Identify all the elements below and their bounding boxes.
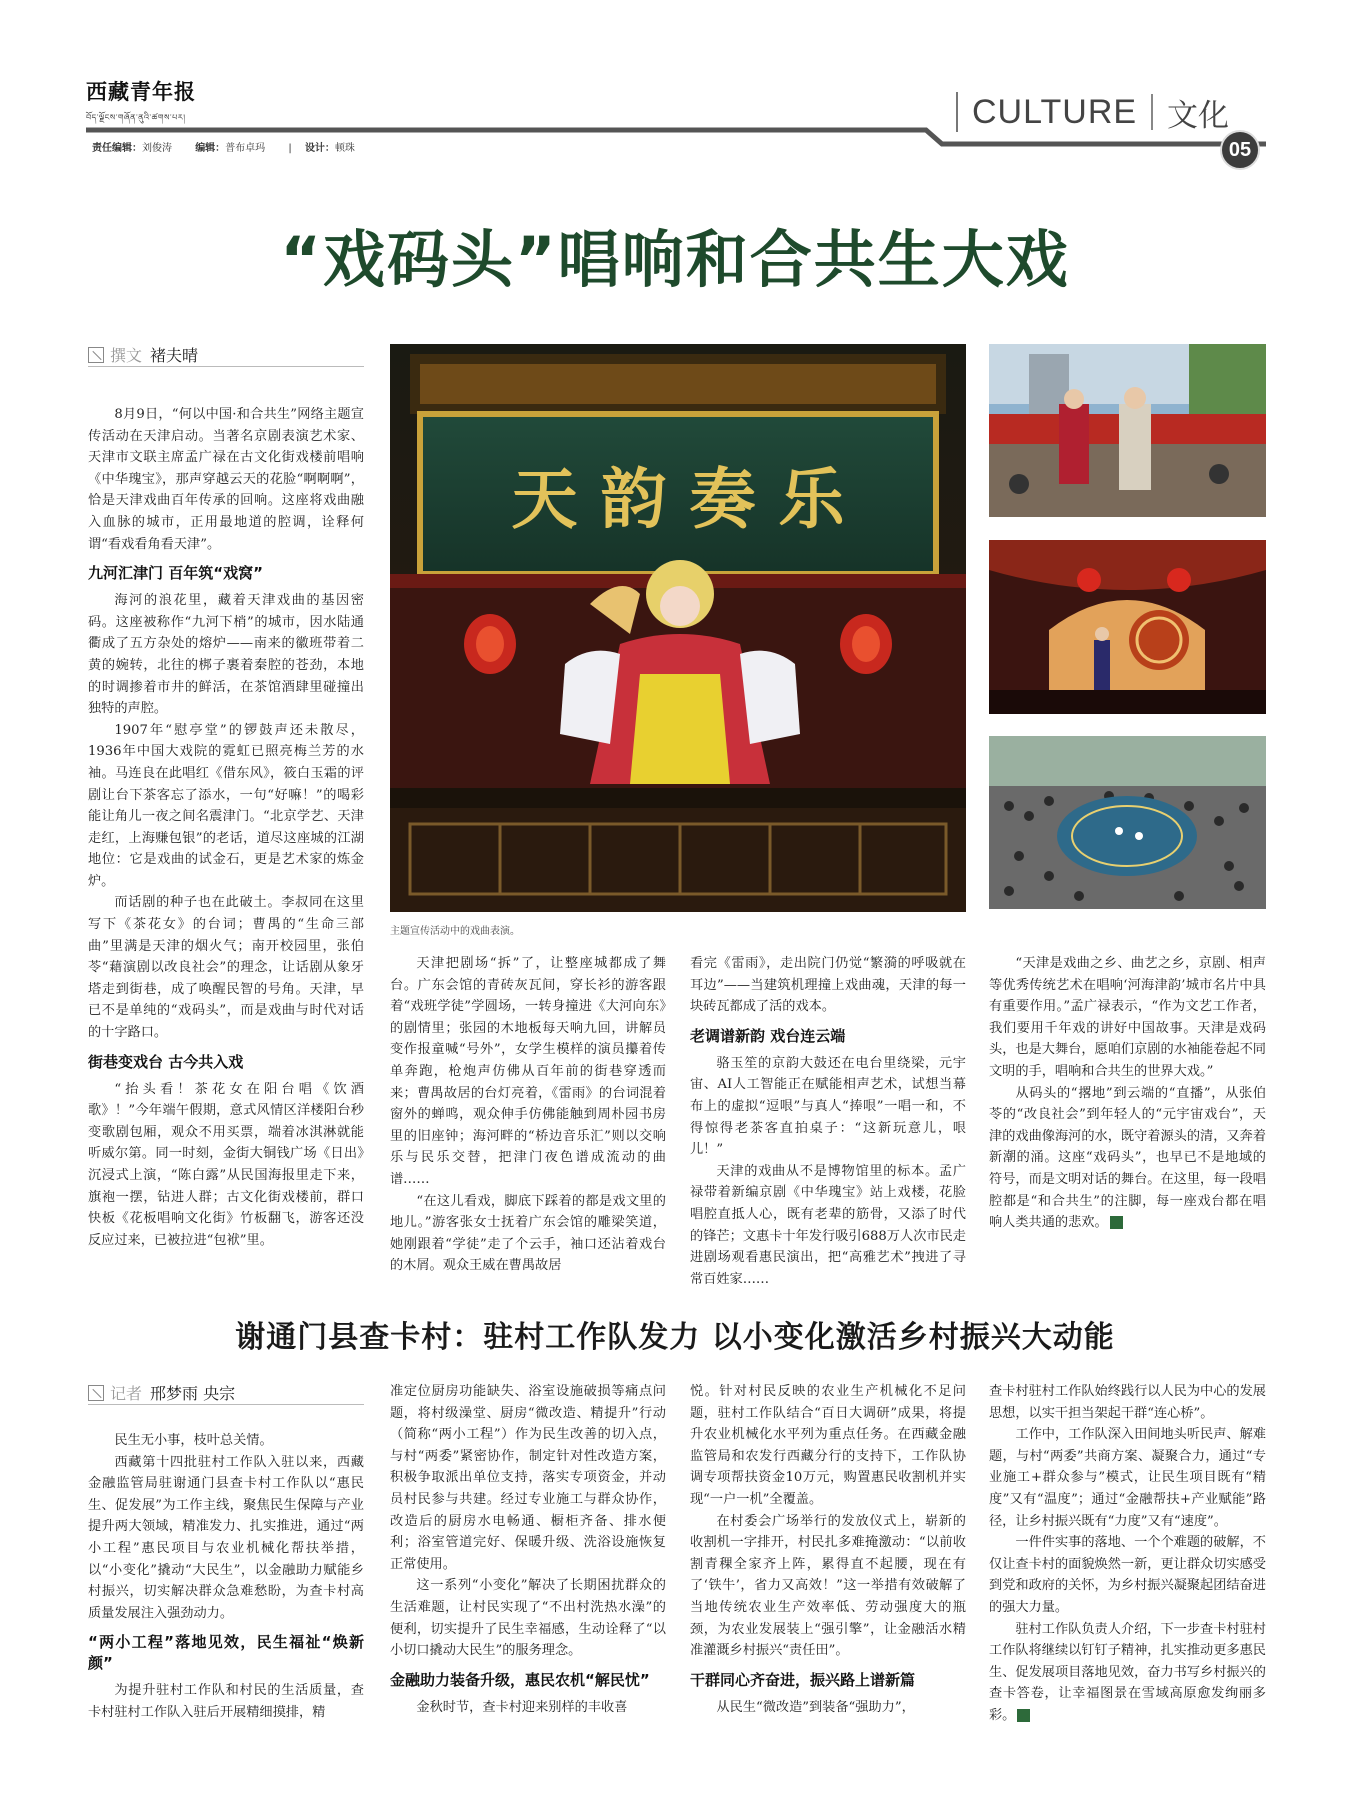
section-tag — [956, 92, 1229, 132]
article2-headline: 谢通门县查卡村：驻村工作队发力 以小变化激活乡村振兴大动能 — [235, 1320, 1115, 1355]
paragraph: 天津把剧场“拆”了，让整座城都成了舞台。广东会馆的青砖灰瓦间，穿长衫的游客跟着“戏班学徒”学圆场，一转身撞进《大河向东》的剧情里；张园的木地板每天响九回，讲解员变作报童喊“号外”，女学生模样的演员攥着传单奔跑，枪炮声仿佛从百年前的街巷穿透而来；曹禺故居的台灯亮着，《雷雨》的台词混着窗外的蝉鸣，观众伸手仿佛能触到周朴园书房里的旧座钟；海河畔的“桥边音乐汇”则以交响乐与民乐交替，把津门夜色谱成流动的曲谱…… — [390, 956, 666, 1187]
paragraph: “在这儿看戏，脚底下踩着的都是戏文里的地儿。”游客张女士抚着广东会馆的雕梁笑道，她刚跟着“学徒”走了个云手，袖口还沾着戏台的木屑。观众王威在曹禺故居 — [390, 1193, 666, 1274]
paragraph: 驻村工作队负责人介绍，下一步查卡村驻村工作队将继续以钉钉子精神，扎实推动更多惠民生、促发展项目落地见效，奋力书写乡村振兴的查卡答卷，让幸福图景在雪域高原愈发绚丽多彩。 青 — [989, 1621, 1266, 1723]
paragraph: 骆玉笙的京韵大鼓还在电台里绕梁，元宇宙、AI人工智能正在赋能相声艺术，试想当幕布上的虚拟“逗哏”与真人“捧哏”一唱一和，不得惊得老茶客直拍桌子：“这新玩意儿，哏儿！” — [690, 1055, 966, 1158]
editor-credits — [92, 139, 375, 154]
article2-column-3 — [690, 1381, 966, 1718]
pen-icon — [88, 1385, 104, 1401]
article1-headline: “戏码头”唱响和合共生大戏 — [280, 223, 1070, 296]
page-number-badge: 05 — [1220, 130, 1260, 170]
paragraph: 从码头的“撂地”到云端的“直播”，从张伯苓的“改良社会”到年轻人的“元宇宙戏台”，天津的戏曲像海河的水，既守着源头的清，又奔着新潮的涌。这座“戏码头”，也早已不是地域的符号，而是文明对话的舞台。在这里，每一段唱腔都是“和合共生”的注脚，每一座戏台都在唱响人类共通的悲欢。 青 — [989, 1085, 1266, 1231]
byline-name: 邢梦雨 央宗 — [150, 1384, 236, 1403]
subheading: 九河汇津门 百年筑“戏窝” — [88, 564, 263, 583]
stage-sign-text: 天 韵 奏 乐 — [511, 460, 845, 538]
photo-stage-performer — [989, 540, 1266, 714]
byline-label: 记者 — [110, 1384, 143, 1403]
main-photo-opera-stage — [390, 344, 966, 912]
article-end-mark-icon: 青 — [1110, 1216, 1123, 1229]
article2-column-2 — [390, 1381, 666, 1718]
paragraph: 而话剧的种子也在此破土。李叔同在这里写下《茶花女》的台词；曹禺的“生命三部曲”里满是天津的烟火气；南开校园里，张伯苓“藉演剧以改良社会”的理念，让话剧从象牙塔走到街巷，成了唤醒民智的号角。天津，早已不是单纯的“戏码头”，而是戏曲与时代对话的十字路口。 — [88, 895, 364, 1041]
paragraph: 海河的浪花里，藏着天津戏曲的基因密码。这座被称作“九河下梢”的城市，因水陆通衢成了五方杂处的熔炉——南来的徽班带着二黄的婉转，北往的梆子裹着秦腔的苍劲，本地的时调掺着市井的鲜活，在茶馆酒肆里碰撞出独特的声腔。 — [88, 593, 364, 717]
paragraph: “天津是戏曲之乡、曲艺之乡，京剧、相声等优秀传统艺术在唱响‘河海津韵’城市名片中具有重要作用。”孟广禄表示，“作为文艺工作者，我们要用千年戏的讲好中国故事。天津是戏码头，也是大舞台，愿咱们京剧的水袖能卷起不同文明的手，唱响和合共生的世界大戏。” — [989, 956, 1266, 1079]
paragraph: 这一系列“小变化”解决了长期困扰群众的生活难题，让村民实现了“不出村洗热水澡”的便利，切实提升了民生幸福感，生动诠释了“以小切口撬动大民生”的服务理念。 — [390, 1578, 666, 1659]
photo-bus-performers — [989, 344, 1266, 517]
pen-icon — [88, 347, 104, 363]
byline-name: 褚夫晴 — [150, 346, 199, 365]
byline-label: 撰文 — [110, 346, 143, 365]
subheading: 老调谱新韵 戏台连云端 — [690, 1026, 846, 1045]
article1-column-3 — [690, 953, 966, 1290]
paragraph: 天津的戏曲从不是博物馆里的标本。孟广禄带着新编京剧《中华瑰宝》站上戏楼，花脸唱腔直抵人心，既有老辈的筋骨，又添了时代的锋芒；文惠卡十年发行吸引688万人次市民走进剧场观看惠民演出，把“高雅艺术”拽进了寻常百姓家…… — [690, 1163, 966, 1287]
byline-divider — [88, 366, 364, 367]
opera-stage-illustration — [390, 344, 966, 912]
paragraph: “抬头看！茶花女在阳台唱《饮酒歌》！”今年端午假期，意式风情区洋楼阳台秒变歌剧包厢，观众不用买票，端着冰淇淋就能听威尔第。同一时刻，金街大铜钱广场《日出》沉浸式上演，“陈白露”从民国海报里走下来，旗袍一摆，钻进人群；古文化街戏楼前，群口快板《花板唱响文化街》竹板翻飞，游客还没反应过来，已被拉进“包袱”里。 — [88, 1081, 364, 1248]
paragraph: 西藏第十四批驻村工作队入驻以来，西藏金融监管局驻谢通门县查卡村工作队以“惠民生、促发展”为工作主线，聚焦民生保障与产业提升两大领域，精准发力、扎实推进，通过“两小工程”惠民项目与农业机械化帮扶举措，以“小变化”撬动“大民生”，以金融助力赋能乡村振兴，切实解决群众急难愁盼，为查卡村高质量发展注入强劲动力。 — [88, 1454, 364, 1621]
paragraph: 工作中，工作队深入田间地头听民声、解难题，与村“两委”共商方案、凝聚合力，通过“专业施工+群众参与”模式，让民生项目既有“精度”又有“温度”；通过“金融帮扶+产业赋能”路径，让乡村振兴既有“力度”又有“速度”。 — [989, 1427, 1266, 1529]
paragraph: 准定位厨房功能缺失、浴室设施破损等痛点问题，将村级澡堂、厨房“微改造、精提升”行动（简称“两小工程”）作为民生改善的切入点，与村“两委”紧密协作，制定针对性改造方案，积极争取派出单位支持，落实专项资金，并动员村民参与共建。经过专业施工与群众协作，改造后的厨房水电畅通、橱柜齐备、排水便利；浴室管道完好、保暖升级、洗浴设施恢复正常使用。 — [390, 1384, 666, 1572]
article1-column-2 — [390, 953, 666, 1277]
paragraph: 一件件实事的落地、一个个难题的破解，不仅让查卡村的面貌焕然一新，更让群众切实感受到党和政府的关怀，为乡村振兴凝聚起团结奋进的强大力量。 — [989, 1535, 1266, 1615]
paragraph: 金秋时节，查卡村迎来别样的丰收喜 — [416, 1699, 628, 1715]
paragraph: 看完《雷雨》，走出院门仍觉“繁漪的呼吸就在耳边”——当建筑机理撞上戏曲魂，天津的每一块砖瓦都成了活的戏本。 — [690, 956, 966, 1015]
editor-separator: | — [288, 143, 292, 154]
paragraph: 查卡村驻村工作队始终践行以人民为中心的发展思想，以实干担当架起干群“连心桥”。 — [989, 1384, 1266, 1421]
article2-column-1 — [88, 1430, 364, 1724]
article-end-mark-icon: 青 — [1017, 1709, 1030, 1722]
section-name-en: CULTURE — [972, 92, 1138, 131]
masthead-subtitle: བོད་ལྗོངས་གཞོན་ནུའི་ཚགས་པར། — [86, 113, 186, 122]
article2-byline — [88, 1381, 235, 1404]
paragraph: 为提升驻村工作队和村民的生活质量，查卡村驻村工作队入驻后开展精细摸排，精 — [88, 1683, 364, 1720]
paragraph: 1907年“慰亭堂”的锣鼓声还未散尽，1936年中国大戏院的霓虹已照亮梅兰芳的水袖。马连良在此唱红《借东风》，筱白玉霜的评剧让台下茶客忘了添水，一句“好嘛！”的喝彩能让角儿一夜之间名震津门。“北京学艺、天津走红，上海赚包银”的老话，道尽这座城的江湖地位：它是戏曲的试金石，更是艺术家的炼金炉。 — [88, 722, 364, 889]
byline-divider — [88, 1404, 364, 1405]
article1-column-4 — [989, 953, 1266, 1234]
paragraph: 民生无小事，枝叶总关情。 — [114, 1433, 273, 1448]
subheading: “两小工程”落地见效，民生福祉“焕新颜” — [88, 1633, 364, 1673]
paragraph: 从民生“微改造”到装备“强助力”， — [716, 1699, 915, 1715]
paragraph: 在村委会广场举行的发放仪式上，崭新的收割机一字排开，村民扎多难掩激动：“以前收割青稞全家齐上阵，累得直不起腰，现在有了‘铁牛’，省力又高效！”这一举措有效破解了当地传统农业生产效率低、劳动强度大的瓶颈，为农业发展装上“强引擎”，让金融活水精准灌溉乡村振兴“责任田”。 — [690, 1513, 966, 1659]
editor-credit-2: 编辑：普布卓玛 — [195, 143, 266, 154]
article1-byline — [88, 343, 198, 366]
section-name-cn: 文化 — [1167, 97, 1230, 134]
masthead-title: 西藏青年报 — [86, 79, 196, 104]
subheading: 街巷变戏台 古今共入戏 — [88, 1052, 244, 1071]
article1-column-1 — [88, 404, 364, 1251]
editor-credit-1: 责任编辑：刘俊涛 — [92, 143, 172, 154]
editor-credit-3: 设计：顿珠 — [304, 143, 355, 154]
subheading: 金融助力装备升级，惠民农机“解民忧” — [390, 1670, 650, 1689]
paragraph: 8月9日，“何以中国·和合共生”网络主题宣传活动在天津启动。当著名京剧表演艺术家、天津市文联主席孟广禄在古文化街戏楼前唱响《中华瑰宝》，那声穿越云天的花脸“啊啊啊”，恰是天津戏曲百年传承的回响。这座将戏曲融入血脉的城市，正用最地道的腔调，诠释何谓“看戏看角看天津”。 — [88, 407, 364, 552]
paragraph: 悦。针对村民反映的农业生产机械化不足问题，驻村工作队结合“百日大调研”成果，将提升农业机械化水平列为重点任务。在西藏金融监管局和农发行西藏分行的支持下，工作队协调专项帮扶资金10万元，购置惠民收割机并实现“一户一机”全覆盖。 — [690, 1384, 966, 1507]
subheading: 干群同心齐奋进，振兴路上谱新篇 — [690, 1670, 916, 1689]
photo-crowd-square — [989, 736, 1266, 909]
article2-column-4 — [989, 1381, 1266, 1727]
main-photo-caption: 主题宣传活动中的戏曲表演。 — [390, 926, 520, 937]
